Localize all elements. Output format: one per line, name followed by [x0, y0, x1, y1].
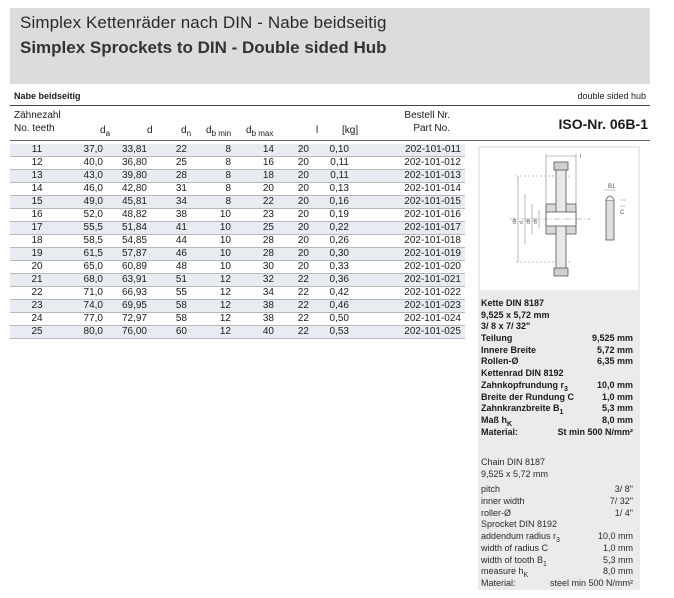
- cell-l: 22: [277, 300, 312, 313]
- cell-kg: 0,50: [312, 313, 352, 326]
- hub-type-english: double sided hub: [577, 91, 646, 101]
- cell-z: 11: [10, 144, 64, 157]
- table-row: [10, 300, 465, 313]
- cell-da: 58,5: [64, 235, 106, 248]
- spec-value: 6,35 mm: [596, 356, 633, 367]
- cell-dbmax: 40: [234, 326, 277, 339]
- spec-value: 10,0 mm: [597, 531, 633, 542]
- cell-d: 57,87: [106, 248, 150, 261]
- spec-value: 8,0 mm: [601, 414, 633, 425]
- page-title-english: Simplex Sprockets to DIN - Double sided Hub: [20, 38, 387, 57]
- table-row: [10, 144, 465, 157]
- hub-type-german: Nabe beidseitig: [14, 91, 81, 101]
- spec-row: [481, 543, 633, 555]
- cell-da: 65,0: [64, 261, 106, 274]
- spec-key: measure $h_K$: [481, 566, 529, 579]
- cell-d: 33,81: [106, 144, 150, 157]
- cell-dbmin: 10: [190, 248, 234, 261]
- cell-part: 202-101-020: [352, 261, 465, 274]
- material-label-en: Material:: [481, 577, 516, 588]
- spec-value: 7/ 32": [609, 496, 633, 507]
- spec-value: 10,0 mm: [596, 379, 633, 390]
- spec-row: [481, 415, 633, 427]
- cell-da: 46,0: [64, 183, 106, 196]
- cell-kg: 0,11: [312, 157, 352, 170]
- table-row: [10, 274, 465, 287]
- cell-dn: 51: [150, 274, 190, 287]
- cell-d: 76,00: [106, 326, 150, 339]
- spec-key: Breite der Rundung C: [481, 391, 575, 402]
- spec-row: [481, 531, 633, 543]
- cell-dbmax: 34: [234, 287, 277, 300]
- label-da: da: [512, 218, 518, 224]
- sprocket-drawing: [480, 148, 638, 290]
- cell-dbmax: 20: [234, 183, 277, 196]
- cell-l: 20: [277, 235, 312, 248]
- cell-d: 63,91: [106, 274, 150, 287]
- cell-l: 20: [277, 248, 312, 261]
- cell-dbmin: 12: [190, 287, 234, 300]
- material-label-de: Material:: [481, 426, 519, 437]
- spec-row: [481, 356, 633, 368]
- cell-d: 72,97: [106, 313, 150, 326]
- spec-key: inner width: [481, 496, 525, 507]
- cell-l: 22: [277, 313, 312, 326]
- cell-z: 12: [10, 157, 64, 170]
- cell-dbmin: 12: [190, 300, 234, 313]
- cell-da: 77,0: [64, 313, 106, 326]
- cell-l: 20: [277, 209, 312, 222]
- cell-part: 202-101-014: [352, 183, 465, 196]
- spec-value: 3/ 8": [614, 484, 633, 495]
- col-teeth-de: Zähnezahl: [14, 110, 61, 121]
- cell-part: 202-101-022: [352, 287, 465, 300]
- spec-value: 8,0 mm: [602, 566, 633, 577]
- cell-l: 20: [277, 144, 312, 157]
- spec-value: 5,3 mm: [601, 403, 633, 414]
- cell-d: 60,89: [106, 261, 150, 274]
- cell-dbmin: 10: [190, 222, 234, 235]
- cell-kg: 0,11: [312, 170, 352, 183]
- col-order-de: Bestell Nr.: [404, 110, 450, 121]
- cell-dbmax: 22: [234, 196, 277, 209]
- cell-l: 22: [277, 287, 312, 300]
- cell-part: 202-101-021: [352, 274, 465, 287]
- table-row: [10, 170, 465, 183]
- cell-kg: 0,22: [312, 222, 352, 235]
- sprocket-title-en: Sprocket DIN 8192: [481, 519, 558, 530]
- spec-row: [481, 566, 633, 578]
- cell-da: 55,5: [64, 222, 106, 235]
- sprocket-title-de: Kettenrad DIN 8192: [481, 368, 564, 379]
- cell-part: 202-101-018: [352, 235, 465, 248]
- cell-dn: 34: [150, 196, 190, 209]
- cell-d: 45,81: [106, 196, 150, 209]
- cell-dbmin: 12: [190, 313, 234, 326]
- cell-dn: 38: [150, 209, 190, 222]
- cell-dbmax: 30: [234, 261, 277, 274]
- spec-key: Rollen-Ø: [481, 356, 519, 367]
- cell-dbmin: 8: [190, 144, 234, 157]
- cell-da: 52,0: [64, 209, 106, 222]
- spec-key: pitch: [481, 484, 501, 495]
- divider: [10, 105, 650, 106]
- cell-da: 37,0: [64, 144, 106, 157]
- cell-z: 14: [10, 183, 64, 196]
- cell-part: 202-101-023: [352, 300, 465, 313]
- col-kg: [kg]: [342, 125, 359, 136]
- cell-dbmin: 12: [190, 274, 234, 287]
- cell-kg: 0,42: [312, 287, 352, 300]
- spec-value: 1,0 mm: [602, 542, 633, 553]
- table-row: [10, 248, 465, 261]
- table-row: [10, 157, 465, 170]
- cell-l: 20: [277, 261, 312, 274]
- table-row: [10, 287, 465, 300]
- cell-z: 15: [10, 196, 64, 209]
- spec-row: [481, 484, 633, 496]
- cell-l: 22: [277, 326, 312, 339]
- page-title-german: Simplex Kettenräder nach DIN - Nabe beidseitig: [20, 13, 387, 32]
- cell-kg: 0,30: [312, 248, 352, 261]
- cell-dn: 48: [150, 261, 190, 274]
- cell-l: 20: [277, 157, 312, 170]
- spec-value: 9,525 mm: [591, 333, 633, 344]
- cell-dbmin: 8: [190, 196, 234, 209]
- cell-z: 25: [10, 326, 64, 339]
- cell-dbmin: 12: [190, 326, 234, 339]
- cell-dn: 58: [150, 313, 190, 326]
- cell-dn: 58: [150, 300, 190, 313]
- cell-da: 40,0: [64, 157, 106, 170]
- col-db-max: $d_{b max}$: [246, 125, 274, 138]
- cell-dn: 46: [150, 248, 190, 261]
- label-l: l: [580, 154, 582, 160]
- cell-da: 71,0: [64, 287, 106, 300]
- table-row: [10, 313, 465, 326]
- chain-inch-de: 3/ 8 x 7/ 32": [481, 321, 531, 332]
- cell-dbmax: 28: [234, 235, 277, 248]
- cell-z: 20: [10, 261, 64, 274]
- cell-dbmax: 25: [234, 222, 277, 235]
- material-value-de: St min 500 N/mm²: [557, 426, 633, 437]
- spec-row: [481, 403, 633, 415]
- label-db: db: [526, 218, 532, 224]
- sprocket-drawing-svg: [480, 148, 638, 290]
- cell-d: 48,82: [106, 209, 150, 222]
- cell-d: 36,80: [106, 157, 150, 170]
- cell-dn: 44: [150, 235, 190, 248]
- spec-value: 1,0 mm: [601, 391, 633, 402]
- chain-title-de: Kette DIN 8187: [481, 298, 545, 308]
- cell-dn: 60: [150, 326, 190, 339]
- cell-z: 24: [10, 313, 64, 326]
- spec-key: Innere Breite: [481, 344, 537, 355]
- cell-part: 202-101-017: [352, 222, 465, 235]
- chain-dim-en: 9,525 x 5,72 mm: [481, 468, 549, 479]
- spec-value: 5,3 mm: [602, 554, 633, 565]
- cell-da: 61,5: [64, 248, 106, 261]
- chain-dim-de: 9,525 x 5,72 mm: [481, 309, 550, 320]
- cell-d: 39,80: [106, 170, 150, 183]
- cell-kg: 0,16: [312, 196, 352, 209]
- cell-kg: 0,10: [312, 144, 352, 157]
- cell-d: 51,84: [106, 222, 150, 235]
- cell-d: 42,80: [106, 183, 150, 196]
- spec-key: Zahnkranzbreite $B_1$: [481, 403, 564, 416]
- cell-dbmax: 23: [234, 209, 277, 222]
- cell-kg: 0,33: [312, 261, 352, 274]
- cell-dbmax: 38: [234, 313, 277, 326]
- cell-dbmin: 10: [190, 209, 234, 222]
- cell-part: 202-101-015: [352, 196, 465, 209]
- cell-da: 43,0: [64, 170, 106, 183]
- cell-part: 202-101-011: [352, 144, 465, 157]
- col-order-en: Part No.: [413, 123, 450, 134]
- table-row: [10, 209, 465, 222]
- cell-part: 202-101-012: [352, 157, 465, 170]
- cell-dn: 22: [150, 144, 190, 157]
- spec-key: roller-Ø: [481, 507, 512, 518]
- cell-dn: 31: [150, 183, 190, 196]
- cell-dbmin: 10: [190, 235, 234, 248]
- cell-dbmax: 16: [234, 157, 277, 170]
- cell-da: 80,0: [64, 326, 106, 339]
- cell-l: 20: [277, 170, 312, 183]
- cell-z: 18: [10, 235, 64, 248]
- spec-row: [481, 380, 633, 392]
- spec-key: addendum radius $r_3$: [481, 531, 560, 544]
- spec-value: 1/ 4": [614, 507, 633, 518]
- label-b1: B1: [608, 184, 616, 190]
- header-divider: [10, 140, 650, 141]
- cell-z: 21: [10, 274, 64, 287]
- cell-dbmin: 8: [190, 170, 234, 183]
- table-row: [10, 326, 465, 339]
- cell-dn: 41: [150, 222, 190, 235]
- cell-l: 22: [277, 274, 312, 287]
- spec-row: [481, 496, 633, 508]
- section-subheader: [10, 90, 650, 104]
- spec-row: [481, 508, 633, 520]
- cell-z: 17: [10, 222, 64, 235]
- cell-kg: 0,26: [312, 235, 352, 248]
- table-row: [10, 222, 465, 235]
- spec-row: [481, 555, 633, 567]
- spec-german: [481, 298, 633, 438]
- cell-dbmax: 38: [234, 300, 277, 313]
- cell-dn: 55: [150, 287, 190, 300]
- spec-row: [481, 345, 633, 357]
- cell-dbmax: 14: [234, 144, 277, 157]
- spec-english: [481, 457, 633, 590]
- cell-da: 74,0: [64, 300, 106, 313]
- cell-dbmin: 10: [190, 261, 234, 274]
- spec-key: Teilung: [481, 333, 513, 344]
- cell-part: 202-101-019: [352, 248, 465, 261]
- cell-dbmin: 8: [190, 183, 234, 196]
- col-l: l: [316, 125, 319, 136]
- cell-z: 19: [10, 248, 64, 261]
- spec-row: [481, 333, 633, 345]
- spec-key: width of radius C: [481, 542, 549, 553]
- table-row: [10, 183, 465, 196]
- col-d: d: [147, 125, 153, 136]
- cell-kg: 0,36: [312, 274, 352, 287]
- col-db-min: $d_{b min}$: [206, 125, 232, 138]
- iso-number: ISO-Nr. 06B-1: [558, 116, 648, 132]
- sprocket-table: [10, 144, 465, 339]
- table-row: [10, 261, 465, 274]
- cell-l: 20: [277, 183, 312, 196]
- col-teeth-en: No. teeth: [14, 123, 55, 134]
- cell-kg: 0,19: [312, 209, 352, 222]
- cell-part: 202-101-025: [352, 326, 465, 339]
- col-dn: $d_n$: [181, 125, 192, 138]
- cell-kg: 0,53: [312, 326, 352, 339]
- spec-key: Zahnkopfrundung $r_3$: [481, 379, 568, 393]
- label-dn: dn: [533, 218, 539, 224]
- cell-d: 66,93: [106, 287, 150, 300]
- material-value-en: steel min 500 N/mm²: [549, 577, 633, 588]
- table-row: [10, 235, 465, 248]
- cell-dn: 28: [150, 170, 190, 183]
- cell-part: 202-101-024: [352, 313, 465, 326]
- spec-key: Maß $h_K$: [481, 414, 513, 428]
- cell-dbmax: 32: [234, 274, 277, 287]
- col-da: $d_a$: [100, 125, 111, 138]
- cell-z: 13: [10, 170, 64, 183]
- cell-kg: 0,46: [312, 300, 352, 313]
- title-banner: [10, 8, 650, 84]
- cell-dbmax: 28: [234, 248, 277, 261]
- cell-z: 23: [10, 300, 64, 313]
- cell-part: 202-101-013: [352, 170, 465, 183]
- cell-dbmax: 18: [234, 170, 277, 183]
- label-d: d: [519, 221, 525, 224]
- cell-z: 16: [10, 209, 64, 222]
- cell-kg: 0,13: [312, 183, 352, 196]
- table-row: [10, 196, 465, 209]
- cell-l: 20: [277, 222, 312, 235]
- cell-da: 68,0: [64, 274, 106, 287]
- spec-row: [481, 392, 633, 404]
- cell-z: 22: [10, 287, 64, 300]
- spec-key: width of tooth $B_1$: [481, 554, 547, 568]
- cell-da: 49,0: [64, 196, 106, 209]
- cell-d: 69,95: [106, 300, 150, 313]
- cell-part: 202-101-016: [352, 209, 465, 222]
- chain-title-en: Chain DIN 8187: [481, 457, 546, 467]
- cell-dn: 25: [150, 157, 190, 170]
- cell-l: 20: [277, 196, 312, 209]
- cell-dbmin: 8: [190, 157, 234, 170]
- cell-d: 54,85: [106, 235, 150, 248]
- spec-value: 5,72 mm: [596, 344, 633, 355]
- label-c: C: [620, 210, 625, 216]
